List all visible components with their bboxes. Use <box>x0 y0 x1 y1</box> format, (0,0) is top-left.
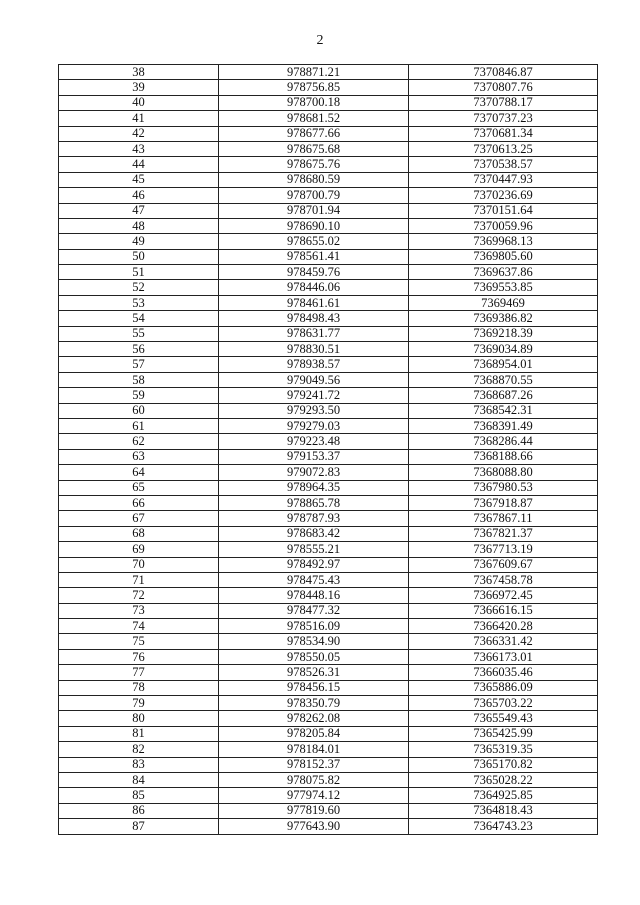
table-row <box>59 742 598 757</box>
x-coordinate-cell: 978561.41 <box>219 249 409 264</box>
point-number-cell: 40 <box>59 95 219 110</box>
coordinates-table <box>58 64 598 835</box>
y-coordinate-cell: 7365886.09 <box>409 680 598 695</box>
point-number-cell: 75 <box>59 634 219 649</box>
x-coordinate-cell: 978555.21 <box>219 542 409 557</box>
x-coordinate-cell: 978550.05 <box>219 649 409 664</box>
point-number-cell: 68 <box>59 526 219 541</box>
point-number-cell: 45 <box>59 172 219 187</box>
y-coordinate-cell: 7365028.22 <box>409 772 598 787</box>
point-number-cell: 79 <box>59 696 219 711</box>
point-number-cell: 49 <box>59 234 219 249</box>
table-row <box>59 80 598 95</box>
x-coordinate-cell: 978865.78 <box>219 495 409 510</box>
y-coordinate-cell: 7370236.69 <box>409 188 598 203</box>
y-coordinate-cell: 7365549.43 <box>409 711 598 726</box>
y-coordinate-cell: 7369034.89 <box>409 342 598 357</box>
y-coordinate-cell: 7370681.34 <box>409 126 598 141</box>
y-coordinate-cell: 7367609.67 <box>409 557 598 572</box>
x-coordinate-cell: 978477.32 <box>219 603 409 618</box>
point-number-cell: 63 <box>59 449 219 464</box>
x-coordinate-cell: 977819.60 <box>219 803 409 818</box>
x-coordinate-cell: 978690.10 <box>219 218 409 233</box>
x-coordinate-cell: 978700.79 <box>219 188 409 203</box>
table-row <box>59 65 598 80</box>
y-coordinate-cell: 7366331.42 <box>409 634 598 649</box>
y-coordinate-cell: 7365703.22 <box>409 696 598 711</box>
x-coordinate-cell: 978655.02 <box>219 234 409 249</box>
x-coordinate-cell: 979049.56 <box>219 372 409 387</box>
y-coordinate-cell: 7369386.82 <box>409 311 598 326</box>
table-row <box>59 111 598 126</box>
y-coordinate-cell: 7365170.82 <box>409 757 598 772</box>
table-row <box>59 218 598 233</box>
table-row <box>59 819 598 834</box>
table-row <box>59 711 598 726</box>
x-coordinate-cell: 978526.31 <box>219 665 409 680</box>
table-row <box>59 280 598 295</box>
table-row <box>59 757 598 772</box>
table-row <box>59 588 598 603</box>
x-coordinate-cell: 978830.51 <box>219 342 409 357</box>
point-number-cell: 87 <box>59 819 219 834</box>
y-coordinate-cell: 7370788.17 <box>409 95 598 110</box>
point-number-cell: 74 <box>59 619 219 634</box>
x-coordinate-cell: 978675.68 <box>219 141 409 156</box>
point-number-cell: 39 <box>59 80 219 95</box>
y-coordinate-cell: 7368542.31 <box>409 403 598 418</box>
table-row <box>59 172 598 187</box>
y-coordinate-cell: 7370737.23 <box>409 111 598 126</box>
table-row <box>59 157 598 172</box>
point-number-cell: 66 <box>59 495 219 510</box>
point-number-cell: 81 <box>59 726 219 741</box>
point-number-cell: 82 <box>59 742 219 757</box>
x-coordinate-cell: 978681.52 <box>219 111 409 126</box>
x-coordinate-cell: 978756.85 <box>219 80 409 95</box>
y-coordinate-cell: 7370538.57 <box>409 157 598 172</box>
table-row <box>59 295 598 310</box>
table-row <box>59 372 598 387</box>
x-coordinate-cell: 979223.48 <box>219 434 409 449</box>
point-number-cell: 52 <box>59 280 219 295</box>
point-number-cell: 44 <box>59 157 219 172</box>
y-coordinate-cell: 7366420.28 <box>409 619 598 634</box>
point-number-cell: 51 <box>59 265 219 280</box>
y-coordinate-cell: 7370613.25 <box>409 141 598 156</box>
point-number-cell: 38 <box>59 65 219 80</box>
table-row <box>59 403 598 418</box>
point-number-cell: 80 <box>59 711 219 726</box>
y-coordinate-cell: 7367821.37 <box>409 526 598 541</box>
x-coordinate-cell: 977974.12 <box>219 788 409 803</box>
table-row <box>59 357 598 372</box>
x-coordinate-cell: 979153.37 <box>219 449 409 464</box>
y-coordinate-cell: 7367867.11 <box>409 511 598 526</box>
x-coordinate-cell: 978680.59 <box>219 172 409 187</box>
y-coordinate-cell: 7366035.46 <box>409 665 598 680</box>
page-number: 2 <box>316 33 324 48</box>
y-coordinate-cell: 7369218.39 <box>409 326 598 341</box>
point-number-cell: 41 <box>59 111 219 126</box>
table-row <box>59 234 598 249</box>
point-number-cell: 59 <box>59 388 219 403</box>
table-row <box>59 772 598 787</box>
point-number-cell: 48 <box>59 218 219 233</box>
y-coordinate-cell: 7369805.60 <box>409 249 598 264</box>
point-number-cell: 53 <box>59 295 219 310</box>
x-coordinate-cell: 978446.06 <box>219 280 409 295</box>
y-coordinate-cell: 7366972.45 <box>409 588 598 603</box>
x-coordinate-cell: 978516.09 <box>219 619 409 634</box>
x-coordinate-cell: 978184.01 <box>219 742 409 757</box>
point-number-cell: 71 <box>59 572 219 587</box>
table-row <box>59 726 598 741</box>
x-coordinate-cell: 979241.72 <box>219 388 409 403</box>
x-coordinate-cell: 979293.50 <box>219 403 409 418</box>
table-row <box>59 495 598 510</box>
table-row <box>59 465 598 480</box>
table-row <box>59 680 598 695</box>
table-row <box>59 249 598 264</box>
x-coordinate-cell: 978701.94 <box>219 203 409 218</box>
x-coordinate-cell: 978631.77 <box>219 326 409 341</box>
y-coordinate-cell: 7368870.55 <box>409 372 598 387</box>
y-coordinate-cell: 7367980.53 <box>409 480 598 495</box>
y-coordinate-cell: 7370151.64 <box>409 203 598 218</box>
table-row <box>59 203 598 218</box>
x-coordinate-cell: 978152.37 <box>219 757 409 772</box>
table-row <box>59 326 598 341</box>
x-coordinate-cell: 978787.93 <box>219 511 409 526</box>
table-row <box>59 665 598 680</box>
x-coordinate-cell: 978262.08 <box>219 711 409 726</box>
table-row <box>59 619 598 634</box>
x-coordinate-cell: 978456.15 <box>219 680 409 695</box>
point-number-cell: 58 <box>59 372 219 387</box>
table-row <box>59 542 598 557</box>
table-row <box>59 141 598 156</box>
point-number-cell: 84 <box>59 772 219 787</box>
table-row <box>59 434 598 449</box>
y-coordinate-cell: 7367918.87 <box>409 495 598 510</box>
y-coordinate-cell: 7368286.44 <box>409 434 598 449</box>
x-coordinate-cell: 979279.03 <box>219 418 409 433</box>
table-row <box>59 342 598 357</box>
y-coordinate-cell: 7366616.15 <box>409 603 598 618</box>
point-number-cell: 55 <box>59 326 219 341</box>
table-row <box>59 572 598 587</box>
y-coordinate-cell: 7364925.85 <box>409 788 598 803</box>
point-number-cell: 50 <box>59 249 219 264</box>
y-coordinate-cell: 7370846.87 <box>409 65 598 80</box>
table-row <box>59 526 598 541</box>
y-coordinate-cell: 7365425.99 <box>409 726 598 741</box>
y-coordinate-cell: 7370807.76 <box>409 80 598 95</box>
x-coordinate-cell: 978683.42 <box>219 526 409 541</box>
point-number-cell: 42 <box>59 126 219 141</box>
point-number-cell: 43 <box>59 141 219 156</box>
x-coordinate-cell: 978677.66 <box>219 126 409 141</box>
y-coordinate-cell: 7364743.23 <box>409 819 598 834</box>
x-coordinate-cell: 978475.43 <box>219 572 409 587</box>
point-number-cell: 57 <box>59 357 219 372</box>
table-row <box>59 603 598 618</box>
y-coordinate-cell: 7364818.43 <box>409 803 598 818</box>
table-row <box>59 557 598 572</box>
table-row <box>59 696 598 711</box>
table-row <box>59 95 598 110</box>
y-coordinate-cell: 7370059.96 <box>409 218 598 233</box>
y-coordinate-cell: 7368687.26 <box>409 388 598 403</box>
x-coordinate-cell: 977643.90 <box>219 819 409 834</box>
y-coordinate-cell: 7367458.78 <box>409 572 598 587</box>
y-coordinate-cell: 7366173.01 <box>409 649 598 664</box>
x-coordinate-cell: 978534.90 <box>219 634 409 649</box>
y-coordinate-cell: 7369553.85 <box>409 280 598 295</box>
x-coordinate-cell: 978205.84 <box>219 726 409 741</box>
table-row <box>59 265 598 280</box>
point-number-cell: 46 <box>59 188 219 203</box>
y-coordinate-cell: 7370447.93 <box>409 172 598 187</box>
point-number-cell: 65 <box>59 480 219 495</box>
point-number-cell: 85 <box>59 788 219 803</box>
table-row <box>59 388 598 403</box>
y-coordinate-cell: 7368188.66 <box>409 449 598 464</box>
x-coordinate-cell: 978448.16 <box>219 588 409 603</box>
table-row <box>59 634 598 649</box>
table-row <box>59 803 598 818</box>
table-row <box>59 418 598 433</box>
point-number-cell: 69 <box>59 542 219 557</box>
y-coordinate-cell: 7365319.35 <box>409 742 598 757</box>
point-number-cell: 54 <box>59 311 219 326</box>
point-number-cell: 56 <box>59 342 219 357</box>
x-coordinate-cell: 978461.61 <box>219 295 409 310</box>
table-row <box>59 311 598 326</box>
table-row <box>59 188 598 203</box>
y-coordinate-cell: 7368391.49 <box>409 418 598 433</box>
x-coordinate-cell: 978871.21 <box>219 65 409 80</box>
point-number-cell: 64 <box>59 465 219 480</box>
coordinates-table-body <box>59 65 598 835</box>
point-number-cell: 70 <box>59 557 219 572</box>
point-number-cell: 62 <box>59 434 219 449</box>
point-number-cell: 76 <box>59 649 219 664</box>
table-row <box>59 480 598 495</box>
x-coordinate-cell: 978075.82 <box>219 772 409 787</box>
x-coordinate-cell: 978964.35 <box>219 480 409 495</box>
x-coordinate-cell: 978938.57 <box>219 357 409 372</box>
point-number-cell: 83 <box>59 757 219 772</box>
table-row <box>59 126 598 141</box>
point-number-cell: 77 <box>59 665 219 680</box>
point-number-cell: 73 <box>59 603 219 618</box>
x-coordinate-cell: 978675.76 <box>219 157 409 172</box>
x-coordinate-cell: 978459.76 <box>219 265 409 280</box>
point-number-cell: 86 <box>59 803 219 818</box>
y-coordinate-cell: 7369637.86 <box>409 265 598 280</box>
y-coordinate-cell: 7368088.80 <box>409 465 598 480</box>
x-coordinate-cell: 979072.83 <box>219 465 409 480</box>
x-coordinate-cell: 978492.97 <box>219 557 409 572</box>
table-row <box>59 649 598 664</box>
x-coordinate-cell: 978350.79 <box>219 696 409 711</box>
y-coordinate-cell: 7369469 <box>409 295 598 310</box>
table-row <box>59 511 598 526</box>
point-number-cell: 72 <box>59 588 219 603</box>
point-number-cell: 60 <box>59 403 219 418</box>
point-number-cell: 61 <box>59 418 219 433</box>
point-number-cell: 47 <box>59 203 219 218</box>
table-row <box>59 449 598 464</box>
y-coordinate-cell: 7368954.01 <box>409 357 598 372</box>
y-coordinate-cell: 7369968.13 <box>409 234 598 249</box>
x-coordinate-cell: 978498.43 <box>219 311 409 326</box>
point-number-cell: 78 <box>59 680 219 695</box>
y-coordinate-cell: 7367713.19 <box>409 542 598 557</box>
point-number-cell: 67 <box>59 511 219 526</box>
x-coordinate-cell: 978700.18 <box>219 95 409 110</box>
table-row <box>59 788 598 803</box>
